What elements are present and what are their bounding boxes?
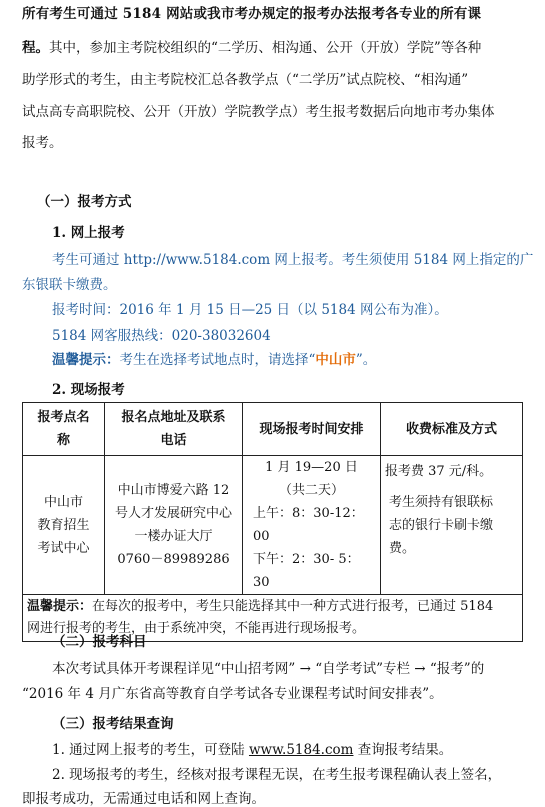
table-header-row bbox=[23, 403, 523, 456]
intro-line-2 bbox=[22, 36, 481, 56]
online-tip-end: ”。 bbox=[355, 352, 377, 368]
online-heading: 1. 网上报考 bbox=[52, 225, 125, 241]
name-line: 教育招生 bbox=[37, 517, 90, 533]
section3-item-1 bbox=[52, 738, 452, 758]
table-cell-address bbox=[105, 456, 243, 595]
table-header-time: 现场报考时间安排 bbox=[243, 403, 381, 456]
online-tip bbox=[52, 348, 376, 368]
address-line: 中山市博爱六路 12 bbox=[117, 483, 230, 498]
table-header-address: 报名点地址及联系电话 bbox=[105, 403, 243, 456]
section2-line-2: “2016 年 4 月广东省高等教育自学考试各专业课程考试时间安排表”。 bbox=[22, 686, 443, 702]
section3-item-1-pre: 1. 通过网上报考的考生，可登陆 bbox=[52, 742, 249, 758]
table-cell-time bbox=[243, 456, 381, 595]
online-tip-city: 中山市 bbox=[315, 352, 356, 368]
table-tip-label: 温馨提示： bbox=[27, 599, 93, 614]
fee-line: 考生须持有银联标 bbox=[389, 495, 494, 510]
intro-line-3: 助学形式的考生，由主考院校汇总各教学点（“二学历”试点院校、“相沟通” bbox=[22, 72, 469, 88]
name-line: 考试中心 bbox=[37, 540, 90, 556]
section3-item-2-line-1: 2. 现场报考的考生，经核对报考课程无误，在考生报考课程确认表上签名， bbox=[52, 767, 502, 783]
table-tip-line-2: 网进行报考的考生，由于系统冲突，不能再进行现场报考。 bbox=[27, 621, 366, 636]
table-tip-line-1 bbox=[27, 596, 518, 618]
online-tip-text: 考生在选择考试地点时，请选择“ bbox=[119, 352, 316, 368]
time-line: 上午：8：30-12：00 bbox=[253, 506, 364, 544]
online-line-2: 东银联卡缴费。 bbox=[22, 277, 117, 293]
section3-item-1-post: 查询报考结果。 bbox=[353, 742, 453, 758]
address-phone: 0760－89989286 bbox=[117, 552, 230, 567]
online-time: 报考时间：2016 年 1 月 15 日—25 日（以 5184 网公布为准）。 bbox=[52, 302, 448, 318]
intro-line-2-rest: 其中，参加主考院校组织的“二学历、相沟通、公开（开放）学院”等各种 bbox=[49, 40, 482, 56]
website-link[interactable]: www.5184.com bbox=[248, 742, 354, 758]
section3-item-2-line-2: 即报考成功，无需通过电话和网上查询。 bbox=[22, 791, 265, 807]
intro-line-5: 报考。 bbox=[22, 135, 63, 151]
intro-line-1: 所有考生可通过 5184 网站或我市考办规定的报考办法报考各专业的所有课 bbox=[22, 6, 482, 22]
name-line: 中山市 bbox=[43, 494, 83, 510]
table-cell-fee bbox=[381, 456, 523, 595]
address-line: 一楼办证大厅 bbox=[134, 529, 213, 544]
online-tip-label: 温馨提示： bbox=[52, 352, 120, 368]
onsite-heading: 2. 现场报考 bbox=[52, 382, 125, 398]
address-line: 号人才发展研究中心 bbox=[114, 506, 232, 521]
fee-line: 志的银行卡刷卡缴 bbox=[389, 518, 494, 533]
time-line: 下午：2：30- 5：30 bbox=[253, 552, 360, 590]
table-row bbox=[23, 456, 523, 595]
section2-heading: （二）报考科目 bbox=[52, 634, 147, 650]
time-line: （共二天） bbox=[278, 483, 344, 498]
online-line-1: 考生可通过 http://www.5184.com 网上报考。考生须使用 5184 网上指定的广 bbox=[52, 252, 534, 268]
intro-line-2-bold: 程。 bbox=[22, 40, 49, 56]
section1-heading: （一）报考方式 bbox=[37, 194, 132, 210]
table-tip-text: 在每次的报考中，考生只能选择其中一种方式进行报考，已通过 5184 bbox=[92, 599, 494, 614]
table-cell-name bbox=[23, 456, 105, 595]
table-header-fee: 收费标准及方式 bbox=[381, 403, 523, 456]
onsite-table bbox=[22, 402, 523, 642]
time-line: 1 月 19—20 日 bbox=[265, 460, 358, 475]
online-hotline: 5184 网客服热线：020-38032604 bbox=[52, 328, 271, 344]
table-header-name: 报考点名称 bbox=[23, 403, 105, 456]
fee-line: 费。 bbox=[389, 541, 416, 556]
section3-heading: （三）报考结果查询 bbox=[52, 716, 174, 732]
intro-line-4: 试点高专高职院校、公开（开放）学院教学点）考生报考数据后向地市考办集体 bbox=[22, 104, 495, 120]
section2-line-1: 本次考试具体开考课程详见“中山招考网” → “自学考试”专栏 → “报考”的 bbox=[52, 661, 485, 677]
fee-line: 报考费 37 元/科。 bbox=[385, 464, 493, 479]
